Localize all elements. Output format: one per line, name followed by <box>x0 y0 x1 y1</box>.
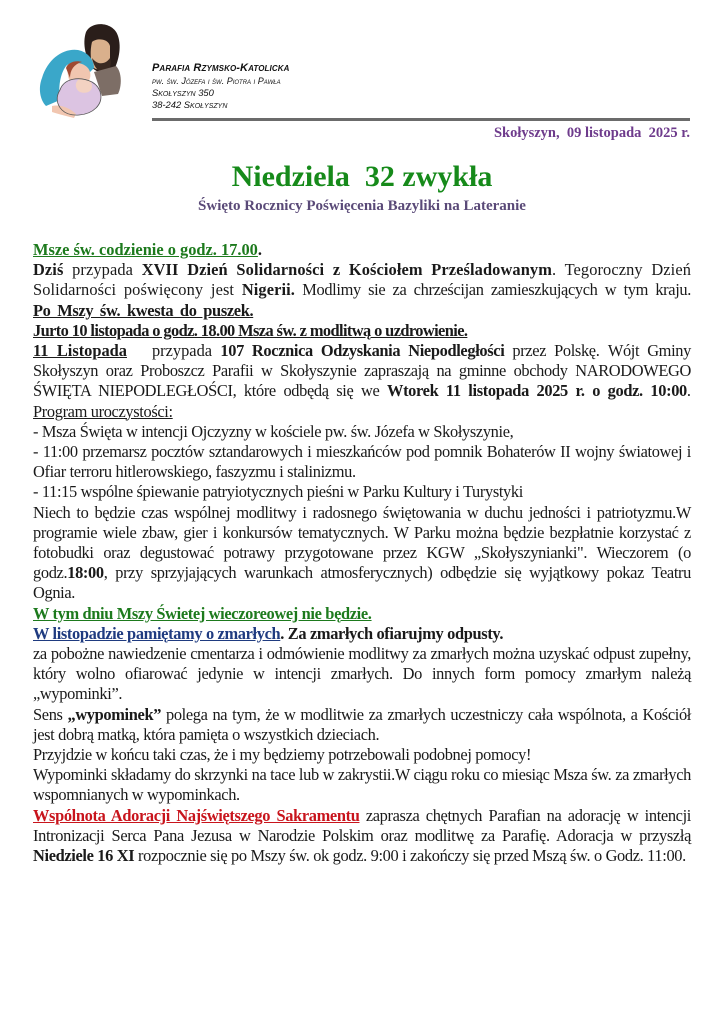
independence-anniversary: 107 Rocznica Odzyskania Niepodległości <box>220 341 505 361</box>
wypominki-text-1: Sens <box>33 704 68 724</box>
solidarity-country: Nigerii. <box>241 280 295 300</box>
page-title: Niedziela 32 zwykła <box>231 160 493 193</box>
solidarity-text-3: Modlimy sie za chrześcijan zamieszkujących w tym kraju. <box>294 280 691 300</box>
parish-header <box>152 62 289 111</box>
holy-family-logo <box>34 14 124 124</box>
holy-family-icon <box>40 24 121 118</box>
submit-text: Wypominki składamy do skrzynki na tace lub w zakrystii.W ciągu roku co miesiąc Msza św. za zmarłych wspomnianych w wypominkach. <box>33 765 691 805</box>
parish-address-line1: Skołyszyn 350 <box>152 87 214 98</box>
help-text: Przyjdzie w końcu taki czas, że i my będziemy potrzebowali podobnej pomocy! <box>33 745 532 765</box>
wypominki-text-2: polega na tym, że w modlitwie za zmarłych uczestniczy cała wspólnota, a Kościół jest dobrą matką, która pamięta o wszystkich dzieciach. <box>33 704 691 744</box>
dateline: Skołyszyn, 09 listopada 2025 r. <box>493 125 690 141</box>
header-divider <box>152 118 690 121</box>
daily-mass-period: . <box>257 240 262 259</box>
program-item: - 11:15 wspólne śpiewanie patryiotycznych pieśni w Parku Kultury i Turystyki <box>33 482 523 502</box>
healing-mass-notice <box>33 321 691 341</box>
no-evening-mass-text: W tym dniu Mszy Świetej wieczoreowej nie będzie. <box>33 603 372 623</box>
solidarity-collection: Po Mszy św. kwesta do puszek. <box>33 300 254 320</box>
wypominki-notice <box>33 705 691 745</box>
solidarity-text-1: przypada <box>63 260 142 280</box>
announcements <box>33 240 691 866</box>
independence-text-2: przez Polskę. <box>504 341 600 361</box>
adoration-text-1: zaprasza chętnych Parafian na adorację w intencji Intronizacji Serca Pana Jezusa w Narodzie Polskim oraz modlitwę za Parafię. Adoracja w przyszłą <box>33 805 692 845</box>
wypominki-term: „wypominek” <box>67 704 162 724</box>
independence-period: . <box>686 381 691 401</box>
adoration-community: Wspólnota Adoracji Najświętszego Sakramentu <box>33 805 360 825</box>
program-item: - 11:00 przemarsz pocztów sztandarowych i mieszkańców pod pomnik Bohaterów II wojny światowej i Ofiar terroru hitlerowskiego, faszyzmu i stalinizmu. <box>33 442 691 482</box>
independence-event-date: Wtorek 11 listopada 2025 r. o godz. 10:00 <box>387 381 687 401</box>
adoration-date: Niedziele 16 XI <box>33 846 135 866</box>
independence-invitation: Wójt Gminy Skołyszyn oraz Proboszcz Parafii w Skołyszynie zapraszają na gminne obchody NARODOWEGO ŚWIĘTA NIEPODLEGŁOŚCI, które odbędą się we <box>33 341 691 401</box>
solidarity-day-name: XVII Dzień Solidarności z Kościołem Prześladowanym <box>141 260 552 280</box>
celebration-notice <box>33 503 691 604</box>
november-heading: W listopadzie pamiętamy o zmarłych <box>33 623 281 643</box>
celebration-time: 18:00 <box>67 563 104 583</box>
adoration-notice <box>33 806 691 867</box>
solidarity-text-2: . Tegoroczny Dzień Solidarności poświęcony jest <box>33 260 692 300</box>
parish-name: Parafia Rzymsko-Katolicka <box>152 62 290 74</box>
indulgence-text: za pobożne nawiedzenie cmentarza i odmówienie modlitwy za zmarłych można uzyskać odpust zupełny, który wolno ofiarować jedynie w intencji zmarłych. Do innych form pomocy zmarłym należą „wypominki”. <box>33 644 691 704</box>
parish-address-line2: 38-242 Skołyszyn <box>152 99 228 110</box>
no-evening-mass-notice <box>33 604 691 624</box>
independence-text-1: przypada <box>126 341 221 361</box>
parish-patrons: pw. św. Józefa i św. Piotra i Pawła <box>152 76 281 86</box>
daily-mass-notice <box>33 240 691 260</box>
daily-mass-text: Msze św. codzienie o godz. 17.00 <box>33 240 258 259</box>
independence-date: 11 Listopada <box>33 341 127 361</box>
solidarity-today: Dziś <box>33 260 64 280</box>
november-notice <box>33 624 691 644</box>
celebration-text-2: , przy sprzyjających warunkach atmosferycznych) odbędzie się wyjątkowy pokaz Teatru Ognia. <box>33 563 691 603</box>
program-heading: Program uroczystości: <box>33 401 173 421</box>
november-indulgence: . Za zmarłych ofiarujmy odpusty. <box>280 623 504 643</box>
program-item: - Msza Święta w intencji Ojczyzny w kościele pw. św. Józefa w Skołyszynie, <box>33 421 514 441</box>
independence-notice <box>33 341 691 422</box>
page-subtitle: Święto Rocznicy Poświęcenia Bazyliki na Lateranie <box>198 198 526 214</box>
solidarity-notice <box>33 260 691 321</box>
healing-mass-text: Jurto 10 listopada o godz. 18.00 Msza św. z modlitwą o uzdrowienie. <box>33 320 468 340</box>
celebration-text-1: Niech to będzie czas wspólnej modlitwy i radosnego świętowania w duchu jedności i patriotyzmu.W programie wiele zbaw, gier i konkursów tematycznych. W Parku można będzie bezpłatnie korzystać z fotobudki oraz degustować potrawy przygotowane przez KGW „Skołyszynianki". Wieczorem (o godz. <box>33 502 691 583</box>
adoration-text-2: rozpocznie się po Mszy św. ok godz. 9:00 i zakończy się przed Mszą św. o Godz. 11:00. <box>134 846 686 866</box>
